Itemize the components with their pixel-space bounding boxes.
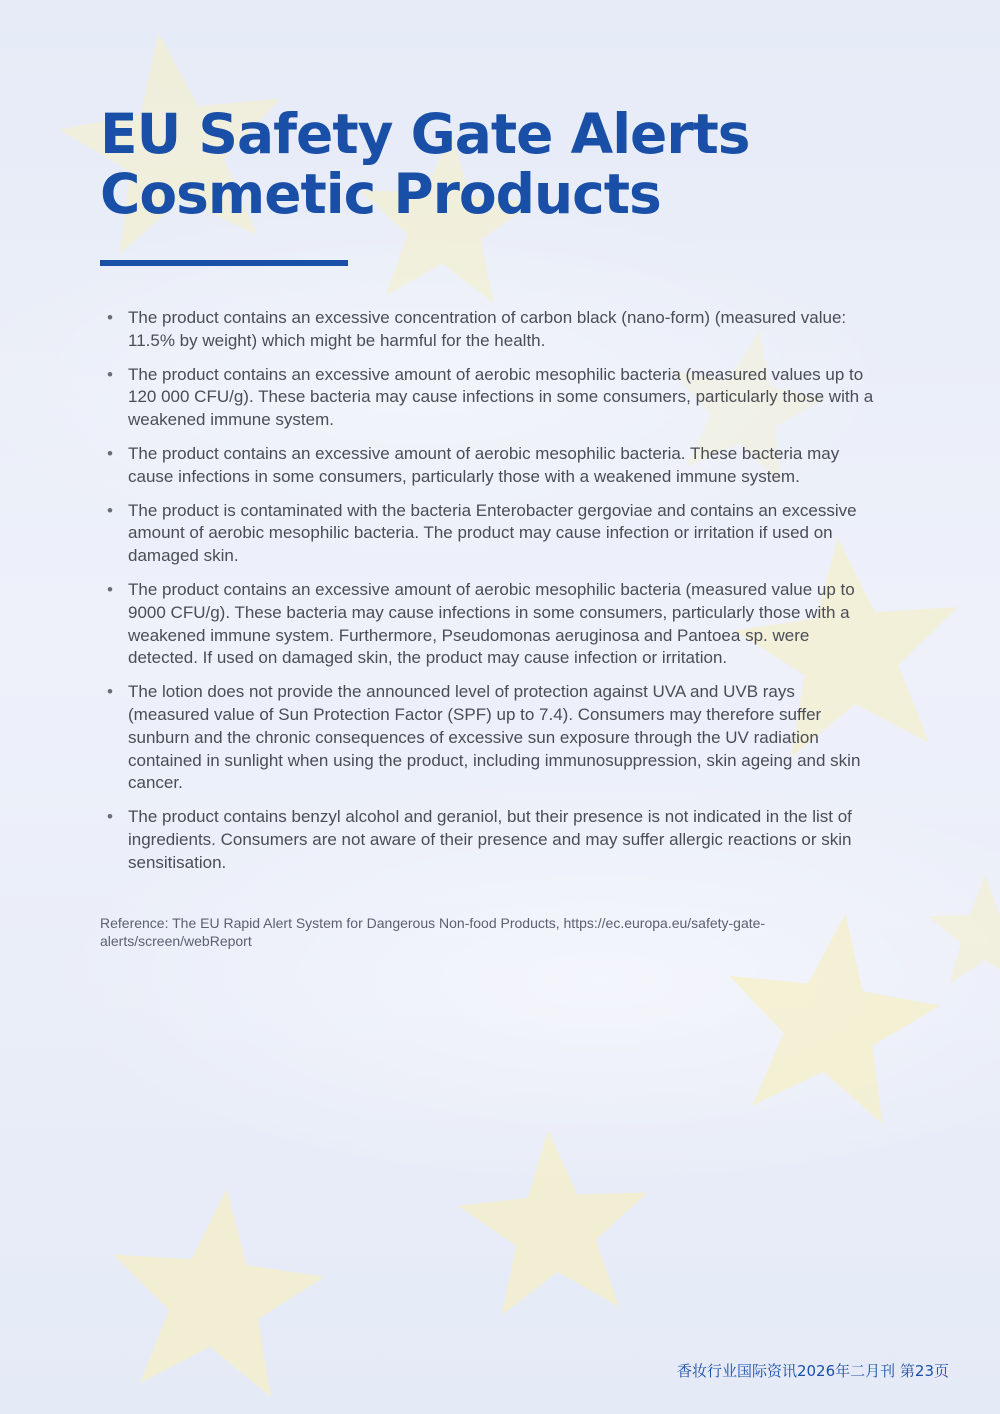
alert-item [100, 443, 875, 489]
bullet-icon: • [107, 364, 113, 384]
title-line-1: EU Safety Gate Alerts [100, 102, 750, 166]
bullet-icon: • [107, 500, 113, 520]
alert-item [100, 806, 875, 874]
alert-text: The product contains an excessive amount of aerobic mesophilic bacteria (measured value up to 9000 CFU/g). These bacteria may cause infections in some consumers, particularly those with a weakened immune system. Furthermore, Pseudomonas aeruginosa and Pantoea sp. were detected. If used on damaged skin, the product may cause infection or irritation. [128, 579, 855, 668]
alert-item [100, 681, 875, 795]
star-icon [458, 1130, 648, 1315]
reference-note: Reference: The EU Rapid Alert System for Dangerous Non-food Products, https://ec.europa.eu/safety-gate-alerts/screen/webReport [100, 915, 766, 949]
bullet-icon: • [107, 682, 113, 702]
alert-item [100, 500, 875, 568]
alerts-list [100, 307, 875, 886]
title-underline [100, 260, 348, 266]
bullet-icon: • [107, 443, 113, 463]
bullet-icon: • [107, 308, 113, 327]
alert-text: The lotion does not provide the announced level of protection against UVA and UVB rays (measured value of Sun Protection Factor (SPF) up to 7.4). Consumers may therefore suffer sunburn and the chronic consequences of excessive sun exposure through the UV radiation contained in sunlight when using the product, including immunosuppression, skin ageing and skin cancer. [128, 682, 861, 793]
star-icon [928, 875, 1000, 984]
page-title [100, 104, 750, 224]
alert-text: The product contains an excessive amount of aerobic mesophilic bacteria (measured values up to 120 000 CFU/g). These bacteria may cause infections in some consumers, particularly those with a weakened immune system. [128, 364, 874, 430]
alert-item [100, 307, 875, 353]
star-icon [113, 1189, 325, 1397]
title-line-2: Cosmetic Products [100, 162, 661, 226]
alert-text: The product contains an excessive amount of aerobic mesophilic bacteria. These bacteria may cause infections in some consumers, particularly those with a weakened immune system. [128, 443, 840, 486]
alert-text: The product is contaminated with the bacteria Enterobacter gergoviae and contains an excessive amount of aerobic mesophilic bacteria. The product may cause infection or irritation if used on damaged skin. [128, 500, 857, 566]
alert-item [100, 364, 875, 432]
bullet-icon: • [107, 807, 113, 827]
bullet-icon: • [107, 579, 113, 599]
alert-item [100, 579, 875, 670]
alert-text: The product contains an excessive concentration of carbon black (nano-form) (measured value: 11.5% by weight) which might be harmful for the health. [128, 308, 847, 350]
alert-text: The product contains benzyl alcohol and geraniol, but their presence is not indicated in the list of ingredients. Consumers are not aware of their presence and may suffer allergic reactions or skin sensitisation. [128, 807, 852, 872]
page-footer: 香妆行业国际资讯2026年二月刊 第23页 [676, 1362, 949, 1380]
